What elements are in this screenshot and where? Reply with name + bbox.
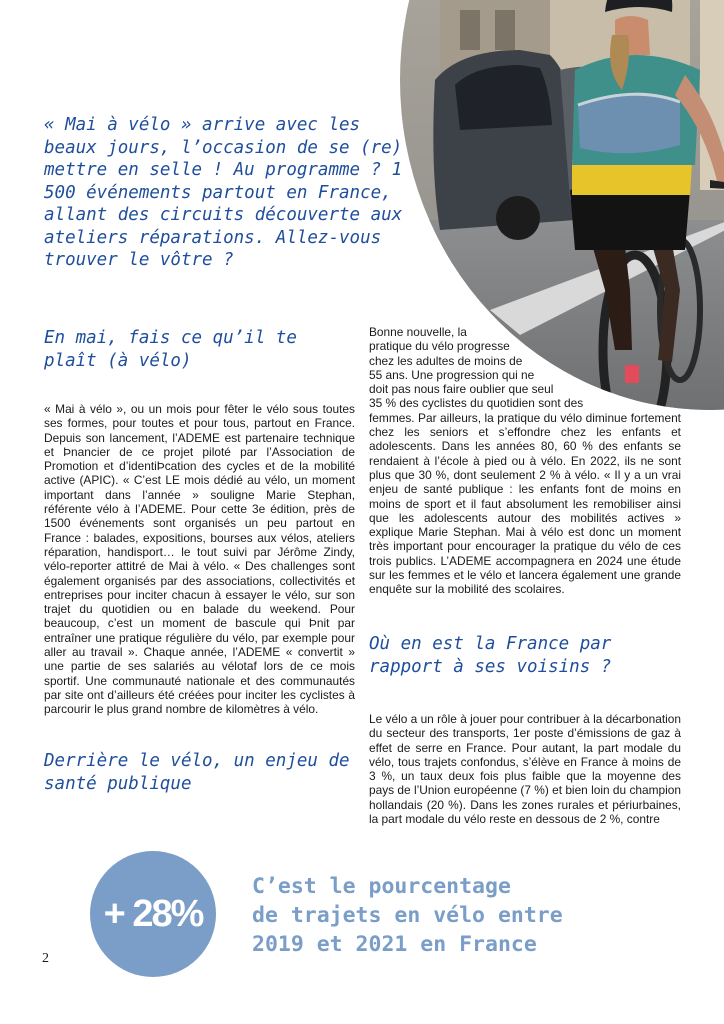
stat-caption <box>252 872 652 959</box>
stat-line: C’est le pourcentage <box>252 874 511 899</box>
stat-line: 2019 et 2021 en France <box>252 932 537 957</box>
line-2: pratique du vélo progresse <box>369 339 510 354</box>
left-column-text <box>44 402 355 717</box>
line-4: 55 ans. Une progression qui ne <box>369 367 535 382</box>
stat-circle: + 28% <box>90 851 216 977</box>
paragraph-sante: femmes. Par ailleurs, la pratique du vélo diminue fortement chez les seniors et s’effondre chez les enfants et adolescents. Dans les années 80, 60 % des enfants se rendaient à l’école à pied ou à vélo. En 2022, ils ne sont plus que 30 %, dont seulement 2 % à vélo. « Il y a un vrai enjeu de santé publique : les enfants font de moins en moins de sport et il faut absolument les remobiliser ainsi que les adolescents autour des mobilités actives » explique Marie Stephan. Mai à vélo est donc un moment très important pour encourager la pratique du vélo de ces trois publics. L’ADEME accompagnera en 2024 une étude sur les femmes et le vélo et lancera également une grande enquête sur la mobilité des scolaires. <box>369 410 681 597</box>
line-6: 35 % des cyclistes du quotidien sont des <box>369 396 584 411</box>
stat-line: de trajets en vélo entre <box>252 903 563 928</box>
right-column-text <box>369 325 681 597</box>
heading-mai-velo: En mai, fais ce qu’il te plaît (à vélo) <box>44 328 297 371</box>
intro-text: « Mai à vélo » arrive avec les beaux jours, l’occasion de se (re) mettre en selle ! Au programme ? 1 500 événements partout en France, allant des circuits découverte aux ateliers réparations. Allez-vous trouver le vôtre ? <box>44 115 403 270</box>
paragraph-mai-velo: « Mai à vélo », ou un mois pour fêter le vélo sous toutes ses formes, pour toutes et pour tous, partout en France. Depuis son lancement, l’ADEME est partenaire technique et Þnancier de ce projet piloté par l’Association de Promotion et d’identiÞcation des cycles et de la mobilité active (APIC). « C’est LE mois dédié au vélo, un moment important dans l’année » souligne Marie Stephan, référente vélo à l’ADEME. Pour cette 3e édition, près de 1500 événements sont organisés un peu partout en France : balades, expositions, bourses aux vélos, ateliers réparation, handisport… le tout suivi par Jérôme Zindy, vélo-reporter attitré de Mai à vélo. « Des challenges sont également organisés par des associations, collectivités et entreprises pour inciter chacun à essayer le vélo, sur son trajet du quotidien ou en balade du weekend. Pour beaucoup, c’est un moment de bascule qui Þnit par entraîner une pratique régulière du vélo, par exemple pour aller au travail ». Chaque année, l’ADEME « convertit » une partie de ses salariés au vélotaf lors de ce mois sportif. Une communauté nationale et des communautés par site ont d’ailleurs été créées pour inciter les cyclistes à parcourir le plus grand nombre de kilomètres à vélo. <box>44 402 355 717</box>
page-number: 2 <box>42 951 49 966</box>
paragraph-france: Le vélo a un rôle à jouer pour contribuer à la décarbonation du secteur des transports, 1er poste d’émissions de gaz à effet de serre en France. Pour autant, la part modale du vélo, tous trajets confondus, s’élève en France à moins de 3 %, un taux deux fois plus faible que la moyenne des pays de l’Union européenne (7 %) et bien loin du champion hollandais (20 %). Dans les zones rurales et périurbaines, la part modale du vélo reste en dessous de 2 %, contre <box>369 712 682 827</box>
heading-sante-publique: Derrière le vélo, un enjeu de santé publique <box>44 751 350 794</box>
line-5: doit pas nous faire oublier que seul <box>369 382 554 397</box>
line-3: chez les adultes de moins de <box>369 353 523 368</box>
line-1: Bonne nouvelle, la <box>369 325 467 339</box>
heading-france-voisins: Où en est la France par rapport à ses voisins ? <box>369 634 612 677</box>
